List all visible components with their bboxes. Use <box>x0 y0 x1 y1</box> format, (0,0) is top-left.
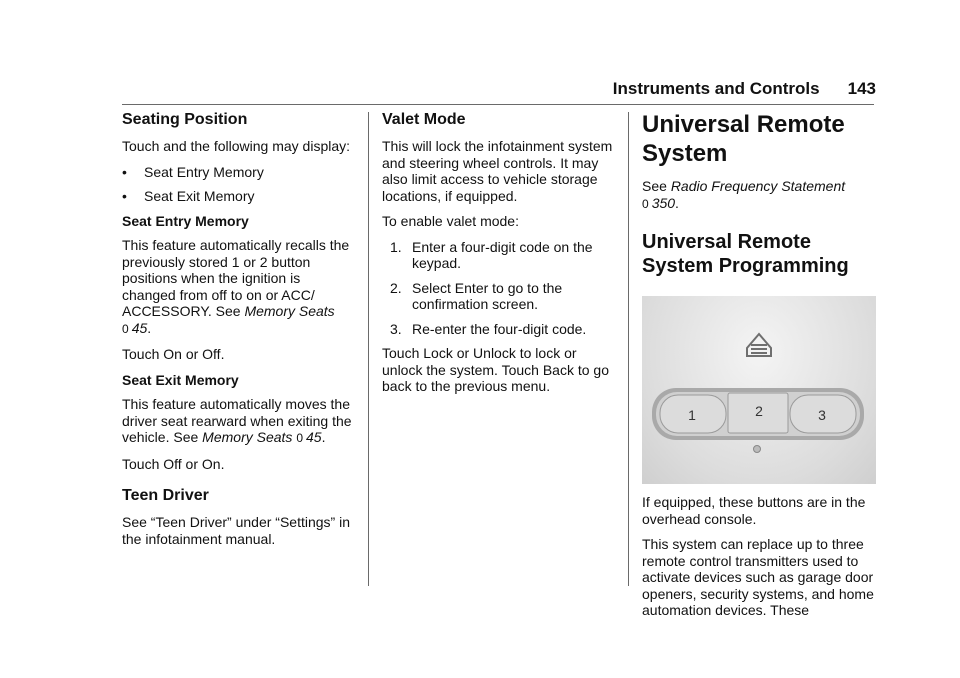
exit-page-link[interactable]: 45 <box>306 429 322 445</box>
page-ref-icon: 0 <box>296 431 303 445</box>
list-item: 2. Select Enter to go to the confirmation screen. <box>390 279 563 312</box>
teen-text: See “Teen Driver” under “Settings” in the infotainment manual. <box>122 514 350 547</box>
column-divider <box>368 112 369 586</box>
section-title: Instruments and Controls <box>612 79 820 98</box>
page-number: 143 <box>847 79 876 98</box>
indicator-light <box>754 446 761 453</box>
radio-ref-link[interactable]: Radio Frequency Statement <box>670 178 846 194</box>
enable-text: To enable valet mode: <box>382 213 519 229</box>
garage-icon <box>747 334 771 356</box>
header-rule <box>122 104 874 105</box>
button-1-label: 1 <box>688 407 696 423</box>
page-ref-icon: 0 <box>122 321 129 336</box>
page-header <box>0 79 876 99</box>
list-item: 3. Re-enter the four-digit code. <box>390 320 587 337</box>
overhead-console-photo <box>642 296 876 484</box>
bullet-icon: • <box>122 163 127 180</box>
column-2 <box>382 110 614 404</box>
console-illustration <box>642 296 876 484</box>
valet-text: This will lock the infotainment system and steering wheel controls. It may also limit access to vehicle storage locations, if equipped. <box>382 138 613 204</box>
exit-text: This feature automatically moves the driver seat rearward when exiting the vehicle. See <box>122 396 352 445</box>
bullet-text: Seat Entry Memory <box>144 163 264 180</box>
intro-text: Touch and the following may display: <box>122 138 351 154</box>
entry-paragraph: This feature automatically recalls the previously stored 1 or 2 button positions when the ignition is changed from off to on or ACC/ ACCESSORY. See Memory Seats 0 45. <box>122 237 350 336</box>
entry-page-link[interactable]: 45 <box>131 319 148 336</box>
column-1 <box>122 110 354 556</box>
bullet-text: Seat Exit Memory <box>144 188 255 204</box>
entry-text: This feature automatically recalls the previously stored 1 or 2 button positions when the ignition is changed from off to on or ACC/ ACCESSORY. See <box>122 237 350 319</box>
heading-programming: Universal Remote System Programming <box>642 231 849 277</box>
see-paragraph: See Radio Frequency Statement 0 350. <box>642 178 846 211</box>
exit-ref-link[interactable]: Memory Seats <box>202 429 293 445</box>
bullet-icon: • <box>122 188 127 204</box>
heading-universal-remote: Universal Remote System <box>642 111 845 167</box>
list-item <box>122 164 354 181</box>
list-item <box>122 188 354 205</box>
exit-paragraph: This feature automatically moves the driver seat rearward when exiting the vehicle. See Memory Seats 0 45. <box>122 396 352 445</box>
radio-page-link[interactable]: 350 <box>651 194 676 211</box>
lock-text: Touch Lock or Unlock to lock or unlock the system. Touch Back to go back to the previous menu. <box>382 345 609 394</box>
column-3 <box>642 110 876 628</box>
page-ref-icon: 0 <box>642 196 649 211</box>
heading-teen-driver: Teen Driver <box>122 487 209 504</box>
system-text: This system can replace up to three remote control transmitters used to activate devices such as garage door openers, security systems, and home automation devices. These <box>642 536 874 618</box>
exit-touch-text: Touch Off or On. <box>122 455 225 472</box>
subheading-seat-exit: Seat Exit Memory <box>122 371 239 388</box>
button-2-label: 2 <box>755 403 763 419</box>
column-divider <box>628 112 629 586</box>
heading-seating-position: Seating Position <box>122 111 248 128</box>
entry-ref-link[interactable]: Memory Seats <box>244 303 335 319</box>
entry-touch-text: Touch On or Off. <box>122 346 225 362</box>
list-item: 1. Enter a four-digit code on the keypad. <box>390 238 593 271</box>
equipped-text: If equipped, these buttons are in the overhead console. <box>642 494 866 527</box>
button-3-label: 3 <box>818 407 826 423</box>
heading-valet-mode: Valet Mode <box>382 111 466 128</box>
subheading-seat-entry: Seat Entry Memory <box>122 212 249 229</box>
